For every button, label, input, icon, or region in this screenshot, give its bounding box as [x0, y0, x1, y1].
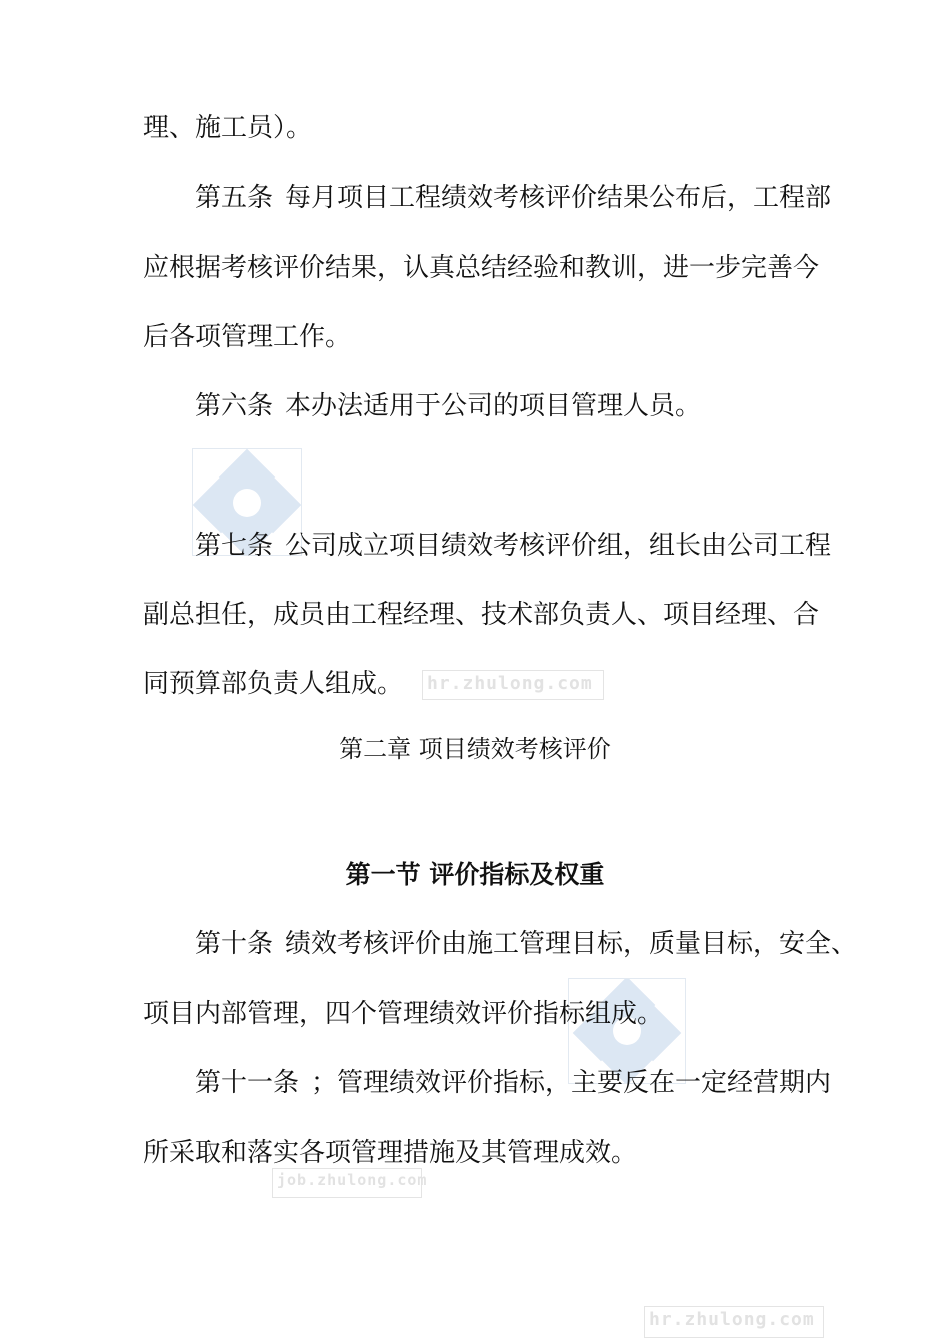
article-11-line-2: 所采取和落实各项管理措施及其管理成效。 — [143, 1138, 638, 1168]
article-5-line-1 — [195, 182, 832, 214]
watermark-url-job: job.zhulong.com — [272, 1168, 422, 1198]
article-5-line-3: 后各项管理工作。 — [143, 322, 352, 352]
article-10-label: 第十条 — [195, 929, 274, 959]
article-7-line-2: 副总担任，成员由工程经理、技术部负责人、项目经理、合 — [143, 600, 820, 630]
section-heading: 第一节 评价指标及权重 — [345, 860, 605, 889]
chapter-heading: 第二章 项目绩效考核评价 — [339, 735, 611, 763]
article-10-line-1 — [195, 928, 858, 960]
article-5-line-2: 应根据考核评价结果，认真总结经验和教训，进一步完善今 — [143, 253, 820, 283]
article-10-text-1: 绩效考核评价由施工管理目标，质量目标，安全、 — [285, 929, 858, 959]
article-11-text-1: ；管理绩效评价指标，主要反在一定经营期内 — [311, 1068, 832, 1098]
article-5-label: 第五条 — [195, 183, 274, 213]
article-7-label: 第七条 — [195, 531, 274, 561]
watermark-url-hr: hr.zhulong.com — [422, 670, 604, 700]
article-7-line-3: 同预算部负责人组成。 — [143, 669, 404, 699]
article-10-line-2: 项目内部管理，四个管理绩效评价指标组成。 — [143, 999, 664, 1029]
article-11-label: 第十一条 — [195, 1068, 300, 1098]
article-11-line-1 — [195, 1067, 832, 1099]
article-6-line-1 — [195, 390, 823, 422]
article-7-line-1 — [195, 530, 832, 562]
paragraph-continuation: 理、施工员）。 — [143, 113, 313, 143]
watermark-url-hr-bottom: hr.zhulong.com — [644, 1306, 824, 1338]
article-6-text-1: 本办法适用于公司的项目管理人员。 — [285, 391, 702, 421]
article-7-text-1: 公司成立项目绩效考核评价组，组长由公司工程 — [285, 531, 832, 561]
article-5-text-1: 每月项目工程绩效考核评价结果公布后，工程部 — [285, 183, 832, 213]
article-6-label: 第六条 — [195, 391, 274, 421]
